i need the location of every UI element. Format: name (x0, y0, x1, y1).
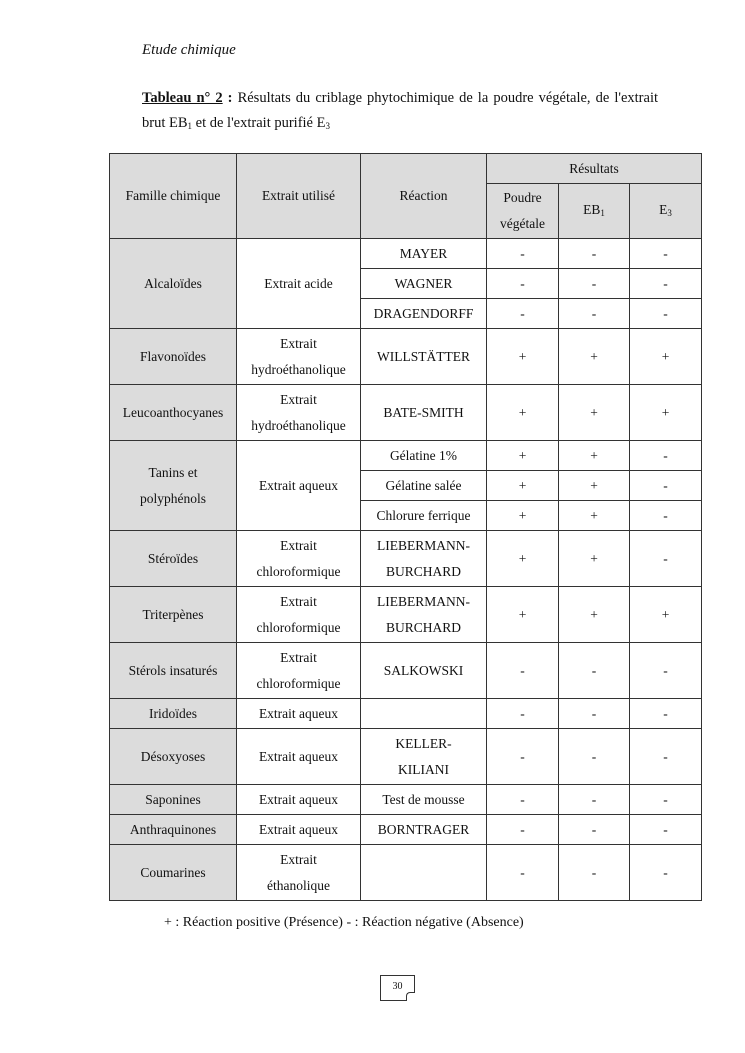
result-poudre-cell: + (487, 441, 559, 471)
caption-text-1: Résultats du criblage phytochimique de la poudre végétale, de l'extrait brut EB (142, 90, 658, 131)
famille-cell-line: Tanins et (148, 464, 198, 480)
result-e3-cell: + (630, 587, 702, 643)
table-label: Tableau n° 2 (142, 90, 223, 106)
extrait-cell (237, 329, 361, 385)
result-poudre-cell: - (487, 699, 559, 729)
reaction-cell-line: SALKOWSKI (383, 662, 464, 678)
reaction-cell (361, 385, 487, 441)
reaction-cell-line: Gélatine 1% (389, 447, 458, 463)
extrait-cell-line: Extrait (280, 649, 317, 665)
extrait-cell-line: Extrait aqueux (258, 477, 339, 493)
caption-text-2: et de l'extrait purifié E (192, 115, 326, 131)
result-poudre-cell: - (487, 269, 559, 299)
reaction-cell-line: LIEBERMANN- (377, 593, 470, 609)
result-poudre-cell: + (487, 329, 559, 385)
extrait-cell-line: hydroéthanolique (251, 417, 346, 433)
result-eb1-cell: + (559, 385, 630, 441)
result-eb1-cell: - (559, 845, 630, 901)
famille-cell (110, 385, 237, 441)
famille-cell (110, 239, 237, 329)
extrait-cell-line: Extrait (280, 391, 317, 407)
result-eb1-cell: - (559, 785, 630, 815)
col-header-e3 (630, 184, 702, 239)
reaction-cell-line: WILLSTÄTTER (377, 348, 470, 364)
reaction-cell (361, 785, 487, 815)
extrait-cell-line: chloroformique (256, 619, 341, 635)
col-header-eb1-sub: 1 (600, 207, 605, 218)
famille-cell (110, 785, 237, 815)
reaction-cell-line: Chlorure ferrique (376, 507, 471, 523)
reaction-cell (361, 239, 487, 269)
reaction-cell (361, 441, 487, 471)
famille-cell-line: polyphénols (140, 490, 206, 506)
reaction-cell-line: WAGNER (394, 275, 453, 291)
col-header-poudre-line2: végétale (500, 216, 545, 231)
result-poudre-cell: - (487, 729, 559, 785)
reaction-cell (361, 329, 487, 385)
extrait-cell-line: Extrait (280, 593, 317, 609)
result-poudre-cell: + (487, 385, 559, 441)
reaction-cell (361, 587, 487, 643)
reaction-cell (361, 845, 487, 901)
col-header-e3-sub: 3 (667, 207, 672, 218)
extrait-cell (237, 587, 361, 643)
table-row (110, 587, 702, 643)
famille-cell-line: Triterpènes (142, 606, 204, 622)
caption-sub-1: 1 (187, 121, 193, 131)
result-eb1-cell: - (559, 643, 630, 699)
reaction-cell-line: MAYER (399, 245, 448, 261)
extrait-cell (237, 845, 361, 901)
table-legend: + : Réaction positive (Présence) - : Réaction négative (Absence) (164, 915, 524, 930)
extrait-cell-line: Extrait aqueux (258, 821, 339, 837)
result-poudre-cell: - (487, 239, 559, 269)
col-header-eb1 (559, 184, 630, 239)
extrait-cell (237, 729, 361, 785)
extrait-cell-line: chloroformique (256, 563, 341, 579)
extrait-cell (237, 441, 361, 531)
table-row (110, 441, 702, 471)
reaction-cell (361, 729, 487, 785)
reaction-cell-line: BURCHARD (385, 563, 461, 579)
result-e3-cell: - (630, 441, 702, 471)
result-e3-cell: - (630, 299, 702, 329)
result-poudre-cell: - (487, 815, 559, 845)
famille-cell-line: Flavonoïdes (140, 348, 206, 364)
extrait-cell-line: Extrait acide (264, 275, 333, 291)
col-header-resultats: Résultats (487, 154, 702, 184)
reaction-cell (361, 643, 487, 699)
famille-cell (110, 729, 237, 785)
famille-cell (110, 587, 237, 643)
result-e3-cell: + (630, 329, 702, 385)
result-e3-cell: + (630, 385, 702, 441)
caption-sub-2: 3 (325, 121, 330, 131)
famille-cell-line: Leucoanthocyanes (122, 404, 224, 420)
result-e3-cell: - (630, 699, 702, 729)
result-eb1-cell: + (559, 329, 630, 385)
result-poudre-cell: + (487, 587, 559, 643)
reaction-cell (361, 471, 487, 501)
col-header-e3-base: E (659, 201, 668, 217)
page-fold-corner (406, 992, 415, 1001)
famille-cell (110, 699, 237, 729)
col-header-eb1-base: EB (583, 201, 601, 217)
col-header-extrait: Extrait utilisé (237, 154, 361, 239)
table-row (110, 729, 702, 785)
extrait-cell (237, 239, 361, 329)
col-header-famille: Famille chimique (110, 154, 237, 239)
extrait-cell-line: chloroformique (256, 675, 341, 691)
result-e3-cell: - (630, 643, 702, 699)
col-header-poudre-line1: Poudre (503, 190, 542, 205)
reaction-cell-line: KELLER- (395, 735, 452, 751)
table-row (110, 329, 702, 385)
result-poudre-cell: - (487, 785, 559, 815)
extrait-cell-line: Extrait (280, 335, 317, 351)
result-eb1-cell: + (559, 531, 630, 587)
table-row (110, 239, 702, 269)
extrait-cell (237, 385, 361, 441)
reaction-cell (361, 269, 487, 299)
famille-cell (110, 845, 237, 901)
reaction-cell-line: BURCHARD (385, 619, 461, 635)
reaction-cell-line: DRAGENDORFF (373, 305, 474, 321)
reaction-cell (361, 815, 487, 845)
result-e3-cell: - (630, 845, 702, 901)
result-poudre-cell: + (487, 471, 559, 501)
result-eb1-cell: - (559, 269, 630, 299)
result-e3-cell: - (630, 269, 702, 299)
reaction-cell-line: Gélatine salée (385, 477, 462, 493)
extrait-cell (237, 643, 361, 699)
result-e3-cell: - (630, 785, 702, 815)
result-poudre-cell: - (487, 299, 559, 329)
extrait-cell-line: éthanolique (267, 877, 330, 893)
reaction-cell-line: Test de mousse (382, 791, 465, 807)
result-eb1-cell: - (559, 729, 630, 785)
table-row (110, 699, 702, 729)
result-e3-cell: - (630, 729, 702, 785)
reaction-cell-line: BORNTRAGER (377, 821, 470, 837)
famille-cell (110, 643, 237, 699)
result-e3-cell: - (630, 501, 702, 531)
reaction-cell-line: BATE-SMITH (383, 404, 464, 420)
result-poudre-cell: - (487, 845, 559, 901)
table-row (110, 845, 702, 901)
result-poudre-cell: + (487, 531, 559, 587)
result-eb1-cell: - (559, 815, 630, 845)
reaction-cell (361, 699, 487, 729)
extrait-cell-line: Extrait aqueux (258, 705, 339, 721)
caption-colon: : (222, 90, 233, 106)
running-header: Etude chimique (142, 42, 236, 58)
results-table (109, 153, 702, 901)
famille-cell-line: Stérols insaturés (128, 662, 218, 678)
page-number-text: 30 (392, 981, 403, 992)
famille-cell (110, 329, 237, 385)
extrait-cell-line: hydroéthanolique (251, 361, 346, 377)
famille-cell-line: Iridoïdes (149, 705, 197, 721)
famille-cell (110, 815, 237, 845)
extrait-cell-line: Extrait aqueux (258, 791, 339, 807)
table-row (110, 385, 702, 441)
extrait-cell-line: Extrait (280, 851, 317, 867)
famille-cell-line: Anthraquinones (129, 821, 217, 837)
extrait-cell (237, 699, 361, 729)
result-eb1-cell: - (559, 699, 630, 729)
extrait-cell-line: Extrait aqueux (258, 748, 339, 764)
table-row (110, 643, 702, 699)
result-e3-cell: - (630, 531, 702, 587)
reaction-cell-line: KILIANI (398, 761, 449, 777)
result-poudre-cell: + (487, 501, 559, 531)
reaction-cell (361, 501, 487, 531)
result-poudre-cell: - (487, 643, 559, 699)
result-eb1-cell: - (559, 239, 630, 269)
famille-cell-line: Coumarines (140, 864, 206, 880)
result-eb1-cell: + (559, 471, 630, 501)
famille-cell-line: Désoxyoses (140, 748, 206, 764)
result-e3-cell: - (630, 239, 702, 269)
reaction-cell-line: LIEBERMANN- (377, 537, 470, 553)
table-row (110, 531, 702, 587)
table-head (110, 154, 702, 239)
extrait-cell (237, 531, 361, 587)
famille-cell (110, 441, 237, 531)
reaction-cell (361, 299, 487, 329)
result-eb1-cell: + (559, 501, 630, 531)
famille-cell-line: Saponines (145, 791, 201, 807)
extrait-cell-line: Extrait (280, 537, 317, 553)
table-body (110, 239, 702, 901)
result-eb1-cell: - (559, 299, 630, 329)
table-row (110, 785, 702, 815)
table-row (110, 815, 702, 845)
table-caption (142, 86, 658, 139)
col-header-poudre (487, 184, 559, 239)
col-header-reaction: Réaction (361, 154, 487, 239)
result-eb1-cell: + (559, 441, 630, 471)
extrait-cell (237, 785, 361, 815)
result-e3-cell: - (630, 471, 702, 501)
page-number (380, 975, 415, 1001)
famille-cell-line: Alcaloïdes (144, 275, 202, 291)
result-eb1-cell: + (559, 587, 630, 643)
extrait-cell (237, 815, 361, 845)
reaction-cell (361, 531, 487, 587)
famille-cell (110, 531, 237, 587)
result-e3-cell: - (630, 815, 702, 845)
famille-cell-line: Stéroïdes (147, 550, 199, 566)
